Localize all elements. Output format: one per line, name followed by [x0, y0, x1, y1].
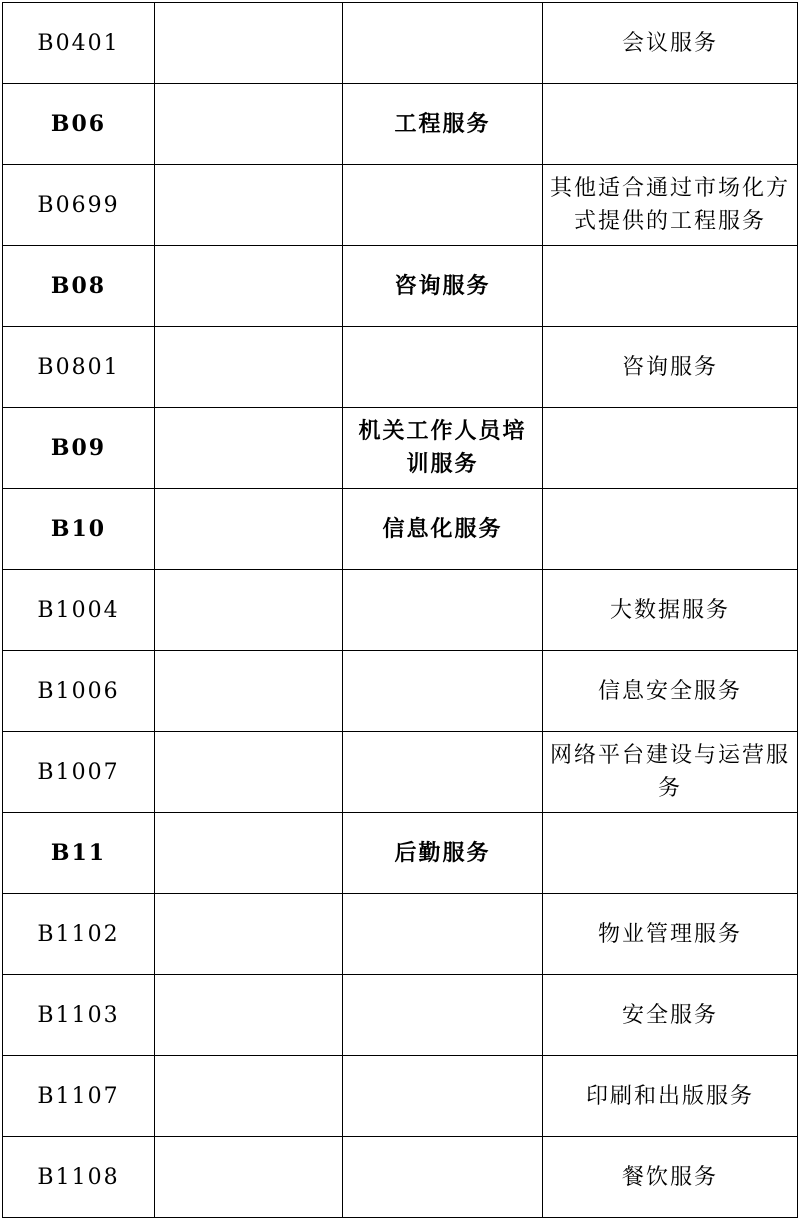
service-code: B1004: [3, 570, 155, 651]
service-code: B1107: [3, 1056, 155, 1137]
empty-cell: [155, 327, 343, 408]
category-name: 咨询服务: [343, 246, 543, 327]
empty-cell: [155, 894, 343, 975]
empty-cell: [155, 408, 343, 489]
service-code: B08: [3, 246, 155, 327]
category-name: [343, 327, 543, 408]
service-code: B1006: [3, 651, 155, 732]
category-name: [343, 1137, 543, 1218]
item-name: 会议服务: [543, 3, 798, 84]
item-name: [543, 84, 798, 165]
item-name: 信息安全服务: [543, 651, 798, 732]
category-name: [343, 975, 543, 1056]
empty-cell: [155, 489, 343, 570]
table-row: [3, 1056, 798, 1137]
empty-cell: [155, 975, 343, 1056]
table-row: [3, 975, 798, 1056]
table-row: [3, 489, 798, 570]
table-row: [3, 894, 798, 975]
category-name: [343, 651, 543, 732]
category-name: 信息化服务: [343, 489, 543, 570]
item-name: 大数据服务: [543, 570, 798, 651]
service-code: B09: [3, 408, 155, 489]
item-name: 其他适合通过市场化方式提供的工程服务: [543, 165, 798, 246]
service-code: B11: [3, 813, 155, 894]
empty-cell: [155, 732, 343, 813]
item-name: 网络平台建设与运营服务: [543, 732, 798, 813]
service-code: B10: [3, 489, 155, 570]
service-code: B1108: [3, 1137, 155, 1218]
empty-cell: [155, 3, 343, 84]
table-row: [3, 246, 798, 327]
table-row: [3, 570, 798, 651]
catalog-body: [3, 3, 798, 1218]
empty-cell: [155, 1137, 343, 1218]
category-name: [343, 732, 543, 813]
table-row: [3, 165, 798, 246]
service-code: B1102: [3, 894, 155, 975]
table-row: [3, 732, 798, 813]
table-row: [3, 408, 798, 489]
table-row: [3, 3, 798, 84]
empty-cell: [155, 165, 343, 246]
service-code: B0699: [3, 165, 155, 246]
item-name: [543, 408, 798, 489]
service-code: B06: [3, 84, 155, 165]
table-row: [3, 327, 798, 408]
table-row: [3, 84, 798, 165]
empty-cell: [155, 1056, 343, 1137]
empty-cell: [155, 84, 343, 165]
service-code: B1007: [3, 732, 155, 813]
item-name: 安全服务: [543, 975, 798, 1056]
service-code: B0401: [3, 3, 155, 84]
category-name: 后勤服务: [343, 813, 543, 894]
item-name: 印刷和出版服务: [543, 1056, 798, 1137]
service-catalog-table: [2, 2, 798, 1218]
category-name: [343, 894, 543, 975]
category-name: 工程服务: [343, 84, 543, 165]
empty-cell: [155, 246, 343, 327]
service-code: B0801: [3, 327, 155, 408]
empty-cell: [155, 651, 343, 732]
empty-cell: [155, 813, 343, 894]
category-name: 机关工作人员培训服务: [343, 408, 543, 489]
table-row: [3, 651, 798, 732]
category-name: [343, 165, 543, 246]
item-name: 咨询服务: [543, 327, 798, 408]
table-row: [3, 1137, 798, 1218]
category-name: [343, 570, 543, 651]
item-name: [543, 246, 798, 327]
item-name: [543, 813, 798, 894]
table-row: [3, 813, 798, 894]
service-code: B1103: [3, 975, 155, 1056]
empty-cell: [155, 570, 343, 651]
category-name: [343, 3, 543, 84]
item-name: [543, 489, 798, 570]
category-name: [343, 1056, 543, 1137]
item-name: 物业管理服务: [543, 894, 798, 975]
item-name: 餐饮服务: [543, 1137, 798, 1218]
